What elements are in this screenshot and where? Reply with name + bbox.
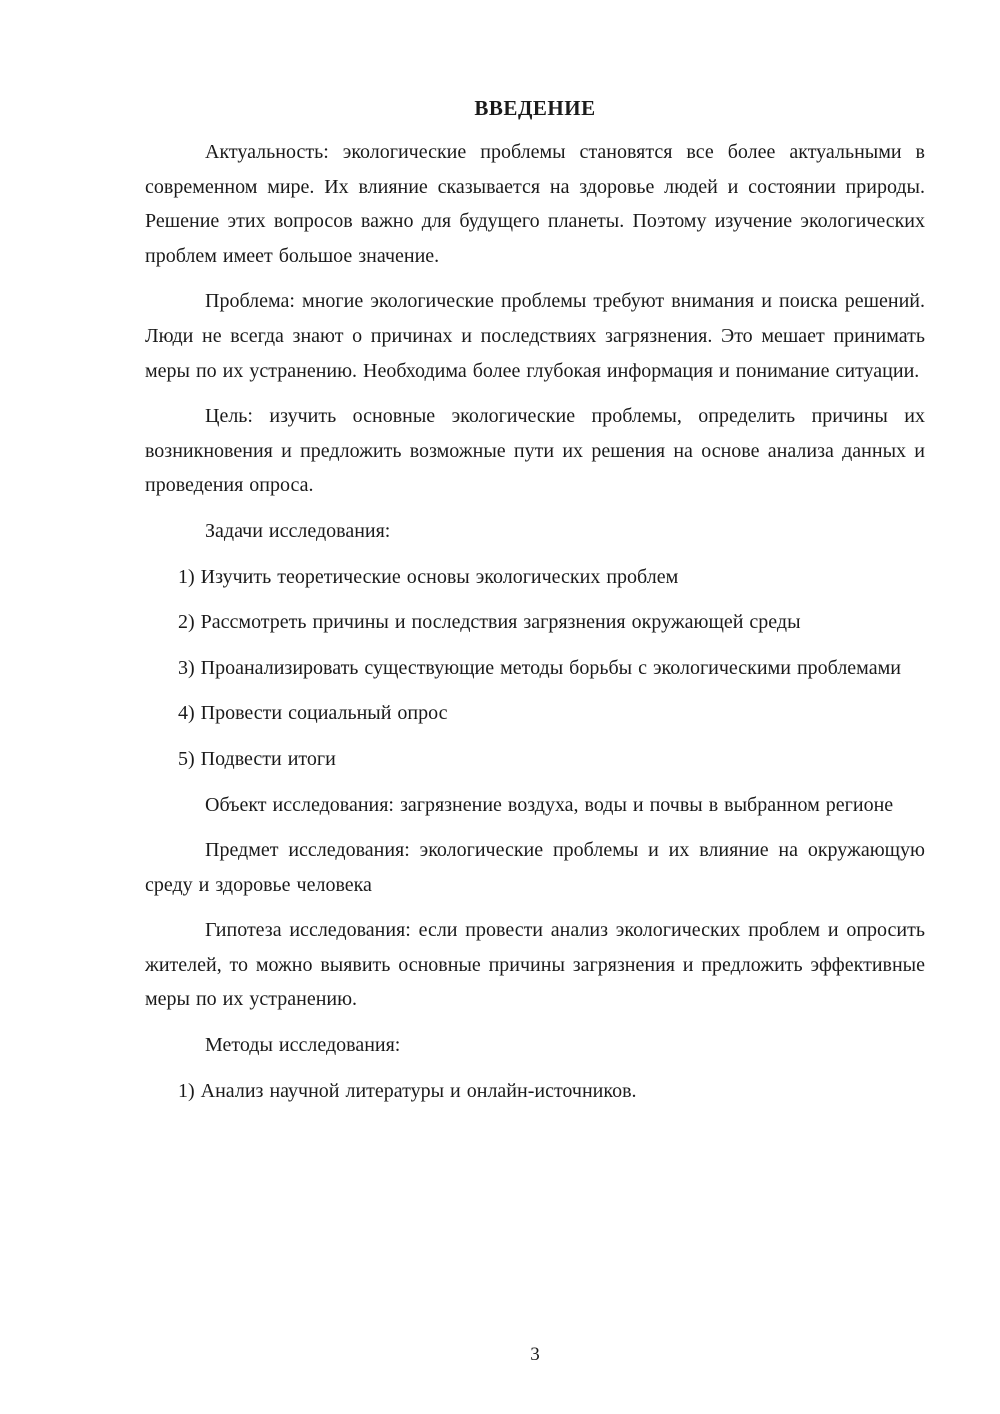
paragraph-gipoteza: Гипотеза исследования: если провести анализ экологических проблем и опросить жителей, то можно выявить основные причины загрязнения и предложить эффективные меры по их устранению. (145, 919, 925, 1011)
list-item-metody-1: 1) Анализ научной литературы и онлайн-источников. (178, 1079, 637, 1102)
list-item-1: 1) Изучить теоретические основы экологических проблем (178, 565, 679, 588)
page-title: ВВЕДЕНИЕ (474, 96, 596, 120)
paragraph-problema: Проблема: многие экологические проблемы требуют внимания и поиска решений. Люди не всегда знают о причинах и последствиях загрязнения. Это мешает принимать меры по их устранению. Необходима более глубокая информация и понимание ситуации. (145, 290, 925, 382)
page-number: 3 (530, 1344, 540, 1365)
list-item-4: 4) Провести социальный опрос (178, 702, 448, 725)
paragraph-zadachi-heading: Задачи исследования: (205, 519, 391, 542)
paragraph-metody-heading: Методы исследования: (205, 1034, 401, 1057)
paragraph-aktualnost: Актуальность: экологические проблемы становятся все более актуальными в современном мире. Их влияние сказывается на здоровье людей и состоянии природы. Решение этих вопросов важно для будущего планеты. Поэтому изучение экологических проблем имеет большое значение. (145, 141, 925, 267)
list-item-3: 3) Проанализировать существующие методы борьбы с экологическими проблемами (178, 656, 901, 679)
paragraph-obekt: Объект исследования: загрязнение воздуха, воды и почвы в выбранном регионе (205, 793, 894, 816)
list-item-5: 5) Подвести итоги (178, 747, 336, 770)
paragraph-cel: Цель: изучить основные экологические проблемы, определить причины их возникновения и предложить возможные пути их решения на основе анализа данных и проведения опроса. (145, 405, 925, 497)
list-item-2: 2) Рассмотреть причины и последствия загрязнения окружающей среды (178, 611, 801, 634)
paragraph-predmet: Предмет исследования: экологические проблемы и их влияние на окружающую среду и здоровье человека (145, 839, 925, 896)
